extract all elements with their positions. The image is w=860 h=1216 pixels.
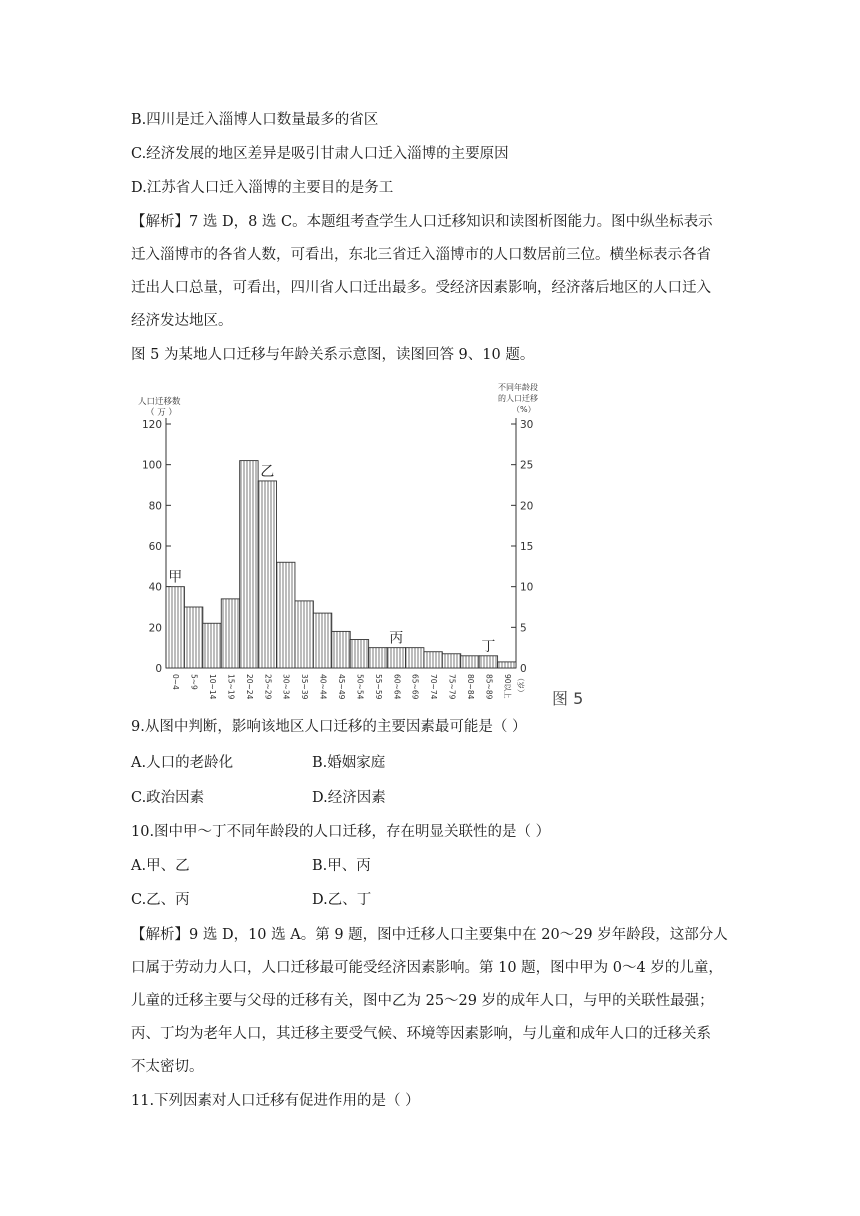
bar: [313, 613, 331, 668]
analysis-line: 【解析】9 选 D，10 选 A。第 9 题，图中迁移人口主要集中在 20～29 岁年龄段，这部分人: [131, 927, 728, 943]
x-tick-label: 70~74: [429, 674, 439, 700]
bar: [369, 648, 387, 668]
q9-option-a: A.人口的老龄化: [131, 755, 234, 771]
x-unit-label: （岁）: [516, 674, 525, 697]
analysis-line: 经济发达地区。: [131, 313, 233, 329]
right-tick-label: 25: [520, 459, 534, 472]
migration-age-chart: [120, 382, 600, 712]
chart-bars: [166, 461, 516, 668]
x-tick-label: 45~49: [337, 674, 346, 700]
bar: [387, 648, 405, 668]
x-tick-label: 5~9: [189, 674, 199, 690]
bar: [332, 631, 350, 668]
x-tick-label: 40~44: [318, 674, 328, 700]
left-tick-label: 100: [141, 459, 162, 472]
bar: [203, 623, 221, 668]
right-tick-label: 15: [520, 541, 534, 553]
right-axis-title: 不同年龄段: [498, 383, 538, 392]
analysis-line: 儿童的迁移主要与父母的迁移有关，图中乙为 25～29 岁的成年人口，与甲的关联性最强；: [131, 993, 714, 1009]
bar: [350, 640, 368, 668]
x-tick-label: 90以上: [502, 674, 512, 699]
figure-intro: 图 5 为某地人口迁移与年龄关系示意图，读图回答 9、10 题。: [131, 347, 535, 363]
right-tick-label: 30: [520, 419, 534, 431]
question-10: 10.图中甲～丁不同年龄段的人口迁移，存在明显关联性的是（ ）: [131, 824, 551, 840]
question-11: 11.下列因素对人口迁移有促进作用的是（ ）: [131, 1093, 420, 1109]
bar: [498, 662, 516, 668]
q9-option-c: C.政治因素: [131, 790, 205, 806]
x-tick-label: 50~54: [355, 674, 365, 700]
left-tick-label: 20: [148, 622, 162, 635]
right-tick-label: 20: [520, 500, 534, 513]
analysis-line: 【解析】7 选 D，8 选 C。本题组考查学生人口迁移知识和读图析图能力。图中纵坐标表示: [131, 214, 713, 230]
bar: [295, 601, 313, 668]
x-tick-label: 15~19: [226, 674, 236, 700]
x-tick-label: 60~64: [392, 674, 402, 700]
x-tick-label: 30~34: [281, 674, 291, 700]
analysis-line: 不太密切。: [131, 1059, 204, 1075]
x-tick-label: 80~84: [465, 674, 475, 700]
bar: [221, 599, 239, 668]
bar: [166, 587, 184, 668]
x-tick-label: 0~4: [171, 674, 181, 690]
x-tick-label: 10~14: [208, 674, 218, 700]
bar-annotation: 丙: [389, 630, 404, 647]
option-d-text: D.江苏省人口迁入淄博的主要目的是务工: [131, 180, 394, 196]
bar: [405, 648, 423, 668]
x-tick-label: 20~24: [244, 674, 254, 700]
left-tick-label: 0: [155, 663, 162, 675]
bar: [442, 654, 460, 668]
left-tick-label: 120: [141, 419, 162, 431]
bar: [277, 562, 295, 668]
left-tick-label: 80: [148, 500, 162, 513]
option-b-text: B.四川是迁入淄博人口数量最多的省区: [131, 112, 379, 128]
bar: [258, 481, 276, 668]
right-axis-unit: （%）: [512, 405, 536, 414]
question-9: 9.从图中判断，影响该地区人口迁移的主要因素最可能是（ ）: [131, 719, 527, 735]
analysis-line: 迁入淄博市的各省人数，可看出，东北三省迁入淄博市的人口数居前三位。横坐标表示各省: [131, 247, 711, 263]
bar: [240, 461, 258, 668]
bar: [479, 656, 497, 668]
left-tick-label: 40: [148, 581, 162, 594]
bar: [461, 656, 479, 668]
bar-annotation: 甲: [168, 569, 183, 586]
right-tick-label: 5: [520, 622, 527, 635]
q9-option-b: B.婚姻家庭: [312, 755, 386, 771]
bar-annotation: 乙: [260, 463, 275, 480]
left-tick-label: 60: [148, 541, 162, 553]
x-tick-label: 75~79: [447, 674, 457, 700]
analysis-line: 迁出人口总量，可看出，四川省人口迁出最多。受经济因素影响，经济落后地区的人口迁入: [131, 280, 711, 296]
bar: [424, 652, 442, 668]
left-axis-unit: （ 万 ）: [146, 408, 177, 418]
left-axis-title: 人口迁移数: [138, 397, 181, 407]
option-c-text: C.经济发展的地区差异是吸引甘肃人口迁入淄博的主要原因: [131, 146, 509, 162]
q10-option-d: D.乙、丁: [312, 892, 372, 908]
x-tick-label: 85~89: [484, 674, 494, 700]
q10-option-c: C.乙、丙: [131, 892, 190, 908]
x-tick-label: 55~59: [373, 674, 383, 700]
right-axis-title: 的人口迁移: [498, 394, 538, 403]
bar: [184, 607, 202, 668]
x-tick-label: 65~69: [410, 674, 420, 700]
right-tick-label: 10: [520, 581, 534, 594]
right-tick-label: 0: [520, 663, 527, 675]
x-tick-label: 25~29: [263, 674, 273, 700]
figure-caption: 图 5: [552, 689, 584, 708]
q10-option-a: A.甲、乙: [131, 858, 190, 874]
x-tick-label: 35~39: [300, 674, 310, 700]
q10-option-b: B.甲、丙: [312, 858, 371, 874]
analysis-line: 口属于劳动力人口，人口迁移最可能受经济因素影响。第 10 题，图中甲为 0～4 岁的儿童，: [131, 960, 723, 976]
bar-annotation: 丁: [481, 638, 496, 655]
q9-option-d: D.经济因素: [312, 790, 386, 806]
analysis-line: 丙、丁均为老年人口，其迁移主要受气候、环境等因素影响，与儿童和成年人口的迁移关系: [131, 1026, 711, 1042]
